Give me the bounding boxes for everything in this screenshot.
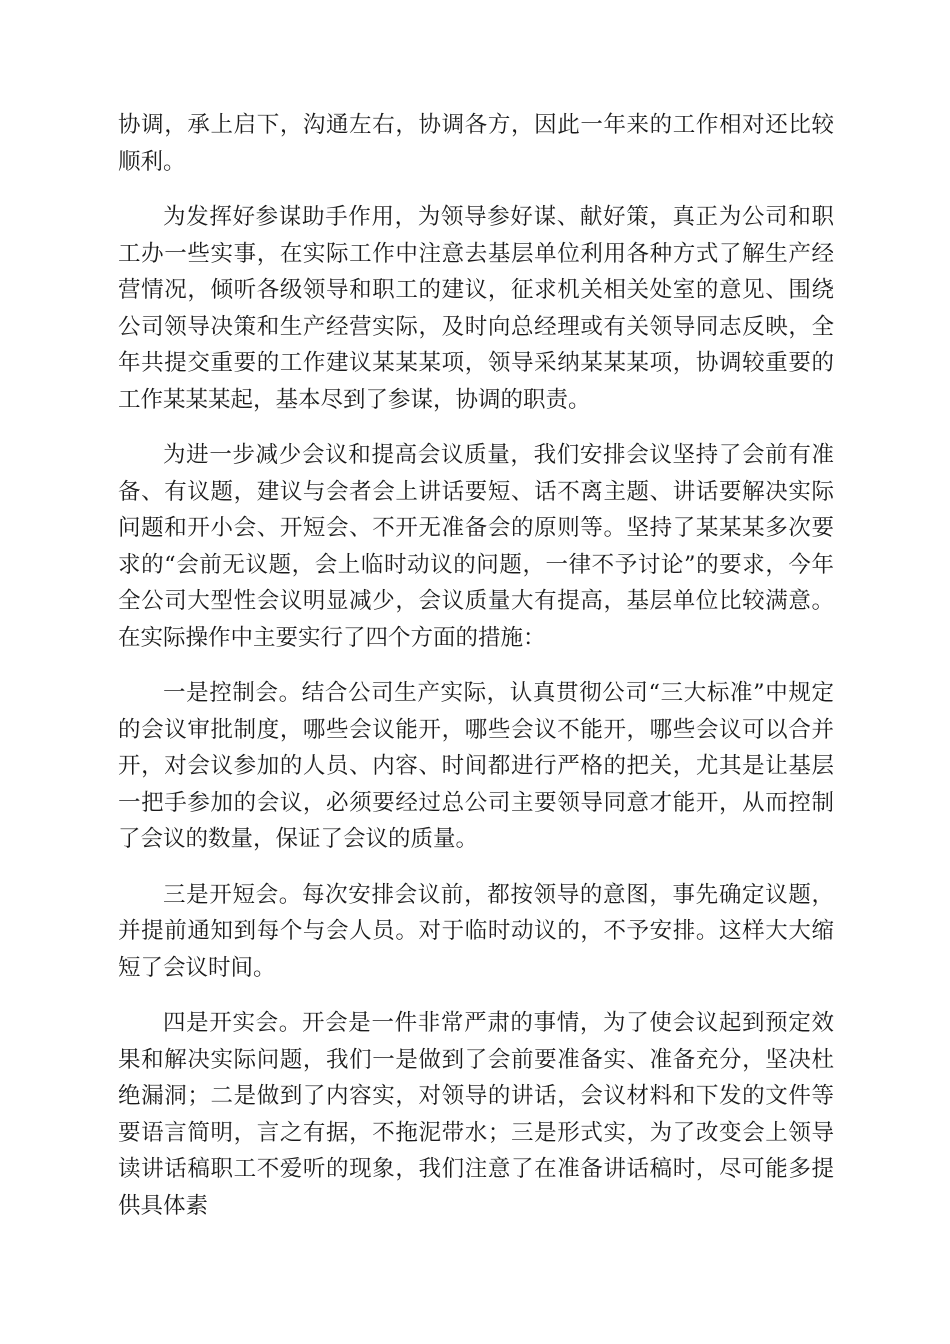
paragraph-control-meetings: 一是控制会。结合公司生产实际，认真贯彻公司“三大标准”中规定的会议审批制度，哪些会议能开，哪些会议不能开，哪些会议可以合并开，对会议参加的人员、内容、时间都进行严格的把关，尤其是让基层一把手参加的会议，必须要经过总公司主要领导同意才能开，从而控制了会议的数量，保证了会议的质量。 (118, 680, 834, 852)
paragraph-meeting-quality: 为进一步减少会议和提高会议质量，我们安排会议坚持了会前有准备、有议题，建议与会者会上讲话要短、话不离主题、讲话要解决实际问题和开小会、开短会、不开无准备会的原则等。坚持了某某某多次要求的“会前无议题，会上临时动议的问题，一律不予讨论”的要求，今年全公司大型性会议明显减少，会议质量大有提高，基层单位比较满意。在实际操作中主要实行了四个方面的措施： (118, 442, 834, 651)
paragraph-continuation: 协调，承上启下，沟通左右，协调各方，因此一年来的工作相对还比较顺利。 (118, 112, 834, 175)
paragraph-short-meetings: 三是开短会。每次安排会议前，都按领导的意图，事先确定议题，并提前通知到每个与会人员。对于临时动议的，不予安排。这样大大缩短了会议时间。 (118, 881, 834, 981)
paragraph-advisory-role: 为发挥好参谋助手作用，为领导参好谋、献好策，真正为公司和职工办一些实事，在实际工作中注意去基层单位利用各种方式了解生产经营情况，倾听各级领导和职工的建议，征求机关相关处室的意见、围绕公司领导决策和生产经营实际，及时向总经理或有关领导同志反映，全年共提交重要的工作建议某某某项，领导采纳某某某项，协调较重要的工作某某某起，基本尽到了参谋，协调的职责。 (118, 204, 834, 413)
document-body (118, 107, 834, 1243)
paragraph-practical-meetings: 四是开实会。开会是一件非常严肃的事情，为了使会议起到预定效果和解决实际问题，我们一是做到了会前要准备实、准备充分，坚决杜绝漏洞；二是做到了内容实，对领导的讲话，会议材料和下发的文件等要语言简明，言之有据，不拖泥带水；三是形式实，为了改变会上领导读讲话稿职工不爱听的现象，我们注意了在准备讲话稿时，尽可能多提供具体素 (118, 1010, 834, 1219)
